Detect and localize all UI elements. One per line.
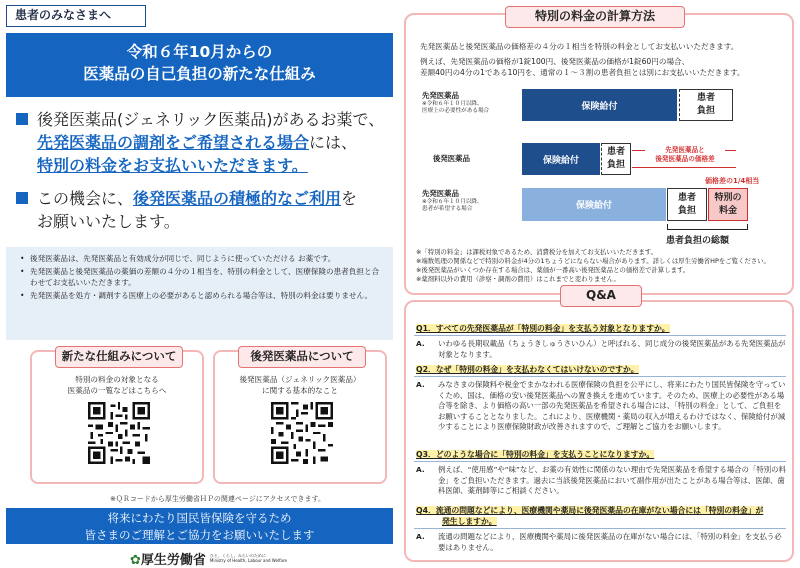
divider (414, 335, 786, 336)
insurance-bar-row1: 保険給付 (522, 89, 677, 121)
total-label: 患者負担の総額 (666, 236, 730, 246)
hero-title-line2: 医薬品の自己負担の新たな仕組み (83, 65, 316, 83)
calc-example-1: 例えば、先発医薬品の価格が1錠100円、後発医薬品の価格が1錠60円の場合、 (420, 57, 690, 66)
total-bracket (667, 224, 748, 230)
square-bullet-icon (16, 113, 28, 125)
calc-title: 特別の料金の計算方法 (505, 6, 685, 28)
generic-drug-card: 後発医薬品について 後発医薬品（ジェネリック医薬品） に関する基本的なこと (213, 350, 387, 484)
patient-share-row2: 患者 負担 (601, 143, 631, 175)
price-diff-label: 先発医薬品と 後発医薬品の価格差 (645, 146, 725, 164)
answer-4: A. 流通の問題などにより、医療機関や薬局に後発医薬品の在庫がない場合には、「特別の料金」を支払う必要はありません。 (416, 532, 782, 552)
card-title: 新たな仕組みについて (55, 346, 183, 368)
mhlw-logo: ✿厚生労働省 ひと、くらし、みらいのために Ministry of Health, Labour and Welfare (130, 553, 287, 568)
mhlw-emblem-icon: ✿ (130, 553, 141, 568)
hero-banner (6, 33, 393, 97)
special-fee-box: 特別の 料金 (708, 188, 748, 221)
audience-tag: 患者のみなさまへ (6, 5, 146, 27)
notes-box (6, 247, 393, 340)
calc-footnote: ※後発医薬品がいくつか存在する場合は、薬価が一番高い後発医薬品との価格差で計算します。 (416, 266, 690, 274)
calc-intro: 先発医薬品と後発医薬品の価格差の４分の１相当を特別の料金としてお支払いいただきます。 (420, 42, 739, 51)
question-3: Q3．どのような場合に「特別の料金」を支払うことになりますか。 (416, 450, 655, 459)
calc-footnote: ※「特別の料金」は課税対象であるため、消費税分を加えてお支払いいただきます。 (416, 248, 658, 256)
patient-share-row1: 患者 負担 (679, 89, 733, 121)
qr-note: ※ＱＲコードから厚生労働省ＨＰの関連ページにアクセスできます。 (110, 495, 325, 503)
calc-footnote: ※端数処理の関係などで特別の料金が4分の1ちょうどにならない場合があります。詳しくは厚生労働省HPをご覧ください。 (416, 257, 770, 265)
qr-code-generic-drugs[interactable] (271, 402, 333, 464)
insurance-bar-row3: 保険給付 (522, 188, 666, 221)
footer-banner: 将来にわたり国民皆保険を守るため 皆さまのご理解とご協力をお願いいたします (6, 508, 393, 544)
divider (414, 376, 786, 377)
note-item: • 先発医薬品と後発医薬品の薬価の差額の４分の１相当を、特別の料金として、医療保険の患者負担と合わせてお支払いいただきます。 (20, 266, 383, 288)
insurance-bar-row2: 保険給付 (522, 143, 600, 175)
row-label-brand-preferred: 先発医薬品 ※令和６年１０月以降、 患者が希望する場合 (422, 189, 483, 212)
row-label-brand-necessary: 先発医薬品 ※令和６年１０月以降、 医療上の必要性がある場合 (422, 91, 490, 114)
quarter-label: 価格差の1/4相当 (705, 177, 760, 185)
hero-title-line1: 令和６年10月からの (126, 43, 273, 61)
answer-1: A. いわゆる長期収載品（ちょうきしゅうさいひん）と呼ばれる、同じ成分の後発医薬品がある先発医薬品が対象となります。 (416, 339, 786, 359)
answer-2: A. みなさまの保険料や税金でまかなわれる医療保険の負担を公平にし、将来にわたり国民皆保険を守っていくため、国は、価格の安い後発医薬品への置き換えを進めています。そのため、医療上の必要性がある場合等を除き、より価格の高い一部の先発医薬品を希望される場合には、「特別の料金」として、ご負担をお願いすることとなりました。これにより、医療機関・薬局の収入が増えるわけではなく、保険給付が減少することにより医療保険財政が改善されますので、ご理解とご協力をお願いします。 (416, 380, 786, 432)
calc-footnote: ※薬剤料以外の費用（診察・調剤の費用）はこれまでと変わりません。 (416, 275, 620, 283)
question-1: Q1．すべての先発医薬品が「特別の料金」を支払う対象となりますか。 (416, 324, 670, 333)
question-2: Q2．なぜ「特別の料金」を支払わなくてはいけないのですか。 (416, 365, 639, 374)
question-4: Q4．流通の問題などにより、医療機関や薬局に後発医薬品の在庫がない場合には「特別の料金」が 発生しますか。 (416, 506, 764, 526)
divider (414, 461, 786, 462)
square-bullet-icon (16, 192, 28, 204)
calc-example-2: 差額40円の4分の1である10円を、通常の１～３割の患者負担とは別にお支払いいただきます。 (420, 68, 745, 77)
answer-3: A. 例えば、“使用感”や“味”など、お薬の有効性に関係のない理由で先発医薬品を希望する場合の「特別の料金」をご負担いただきます。過去に当該後発医薬品において副作用が出たことがある場合等は、医師、歯科医師、薬剤師等にご相談ください。 (416, 465, 786, 496)
note-item: • 先発医薬品を処方・調剤する医療上の必要があると認められる場合等は、特別の料金は要りません。 (20, 290, 383, 301)
note-item: • 後発医薬品は、先発医薬品と有効成分が同じで、同じように使っていただける お薬です。 (20, 253, 383, 264)
lead-paragraph-1: 後発医薬品(ジェネリック医薬品)があるお薬で、 先発医薬品の調剤をご希望される場合には、 特別の料金をお支払いいただきます。 (16, 108, 384, 177)
divider (414, 528, 786, 529)
qa-title: Q&A (560, 285, 642, 307)
new-system-card: 新たな仕組みについて 特別の料金の対象となる 医薬品の一覧などはこちらへ (30, 350, 204, 484)
row-label-generic: 後発医薬品 (433, 154, 470, 163)
card-title: 後発医薬品について (238, 346, 366, 368)
patient-share-row3: 患者 負担 (667, 188, 707, 221)
lead-paragraph-2: この機会に、後発医薬品の積極的なご利用を お願いいたします。 (16, 187, 357, 233)
qr-code-new-system[interactable] (88, 402, 150, 464)
